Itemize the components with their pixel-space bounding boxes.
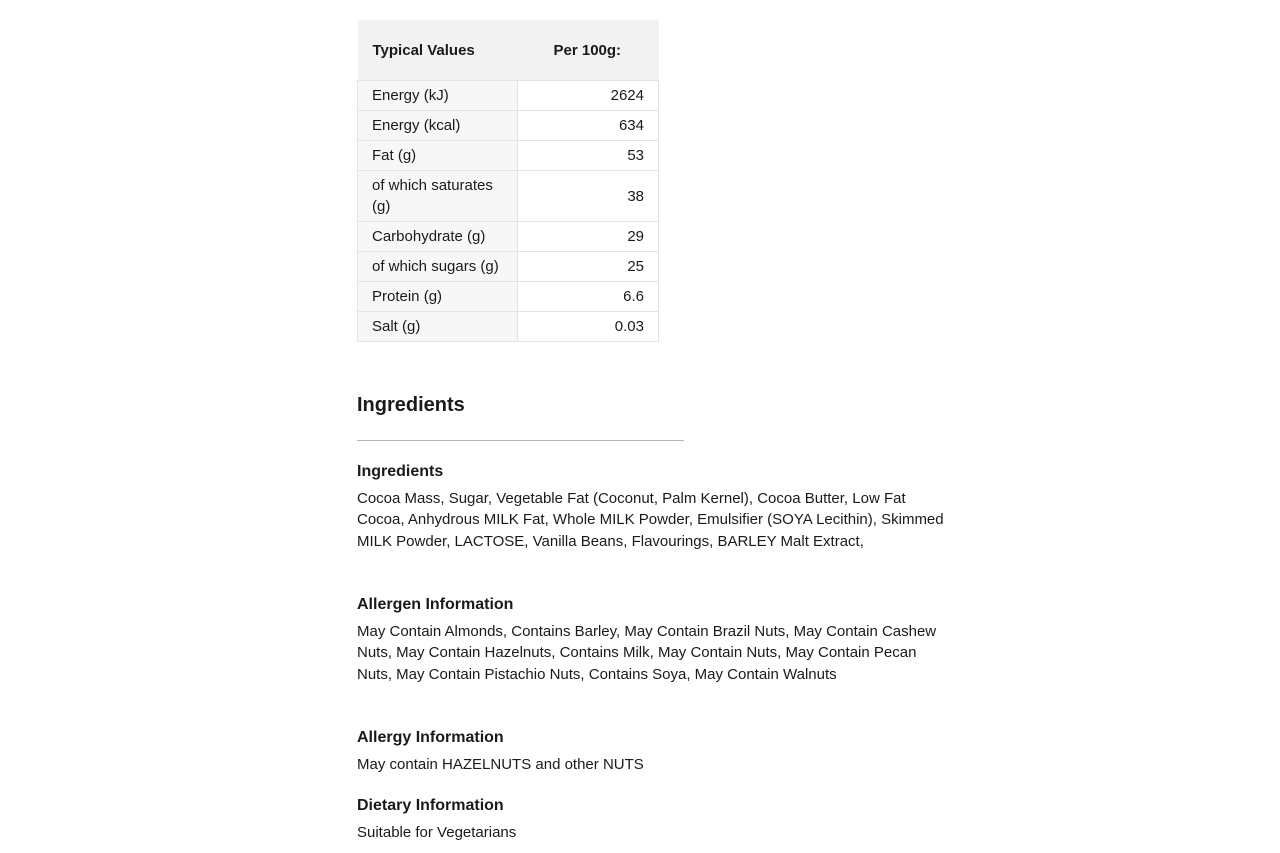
ingredients-heading: Ingredients bbox=[357, 463, 444, 480]
dietary-information-block bbox=[357, 796, 947, 843]
table-row bbox=[358, 111, 659, 141]
table-row bbox=[358, 171, 659, 222]
nutrient-value: 2624 bbox=[518, 81, 659, 111]
nutrient-label: Carbohydrate (g) bbox=[358, 222, 518, 252]
table-row bbox=[358, 222, 659, 252]
table-row bbox=[358, 141, 659, 171]
table-row bbox=[358, 282, 659, 312]
nutrient-value: 0.03 bbox=[518, 312, 659, 342]
nutrition-header-label: Typical Values bbox=[358, 20, 518, 81]
nutrient-value: 29 bbox=[518, 222, 659, 252]
nutrition-table bbox=[357, 20, 659, 342]
nutrient-label: Protein (g) bbox=[358, 282, 518, 312]
ingredients-section-title: Ingredients bbox=[357, 394, 465, 416]
allergy-information-text: May contain HAZELNUTS and other NUTS bbox=[357, 756, 644, 773]
allergen-information-heading: Allergen Information bbox=[357, 596, 514, 613]
nutrient-value: 25 bbox=[518, 252, 659, 282]
nutrient-label: of which saturates (g) bbox=[358, 171, 518, 222]
nutrient-label: Energy (kcal) bbox=[358, 111, 518, 141]
ingredients-text: Cocoa Mass, Sugar, Vegetable Fat (Coconut, Palm Kernel), Cocoa Butter, Low Fat Cocoa, Anhydrous MILK Fat, Whole MILK Powder, Emulsifier (SOYA Lecithin), Skimmed MILK Powder, LACTOSE, Vanilla Beans, Flavourings, BARLEY Malt Extract, bbox=[357, 490, 944, 550]
nutrient-label: Energy (kJ) bbox=[358, 81, 518, 111]
nutrient-label: of which sugars (g) bbox=[358, 252, 518, 282]
nutrition-header-value: Per 100g: bbox=[518, 20, 659, 81]
nutrition-header-row bbox=[358, 20, 659, 81]
nutrient-label: Fat (g) bbox=[358, 141, 518, 171]
allergy-information-block bbox=[357, 728, 947, 775]
ingredients-block bbox=[357, 462, 947, 552]
nutrient-value: 6.6 bbox=[518, 282, 659, 312]
allergen-information-block bbox=[357, 595, 947, 685]
nutrient-value: 634 bbox=[518, 111, 659, 141]
dietary-information-heading: Dietary Information bbox=[357, 797, 504, 814]
section-divider bbox=[357, 440, 684, 441]
allergy-information-heading: Allergy Information bbox=[357, 729, 504, 746]
nutrient-label: Salt (g) bbox=[358, 312, 518, 342]
table-row bbox=[358, 312, 659, 342]
allergen-information-text: May Contain Almonds, Contains Barley, May Contain Brazil Nuts, May Contain Cashew Nuts, May Contain Hazelnuts, Contains Milk, May Contain Nuts, May Contain Pecan Nuts, May Contain Pistachio Nuts, Contains Soya, May Contain Walnuts bbox=[357, 623, 937, 683]
table-row bbox=[358, 252, 659, 282]
nutrient-value: 38 bbox=[518, 171, 659, 222]
nutrient-value: 53 bbox=[518, 141, 659, 171]
table-row bbox=[358, 81, 659, 111]
dietary-information-text: Suitable for Vegetarians bbox=[357, 824, 517, 841]
